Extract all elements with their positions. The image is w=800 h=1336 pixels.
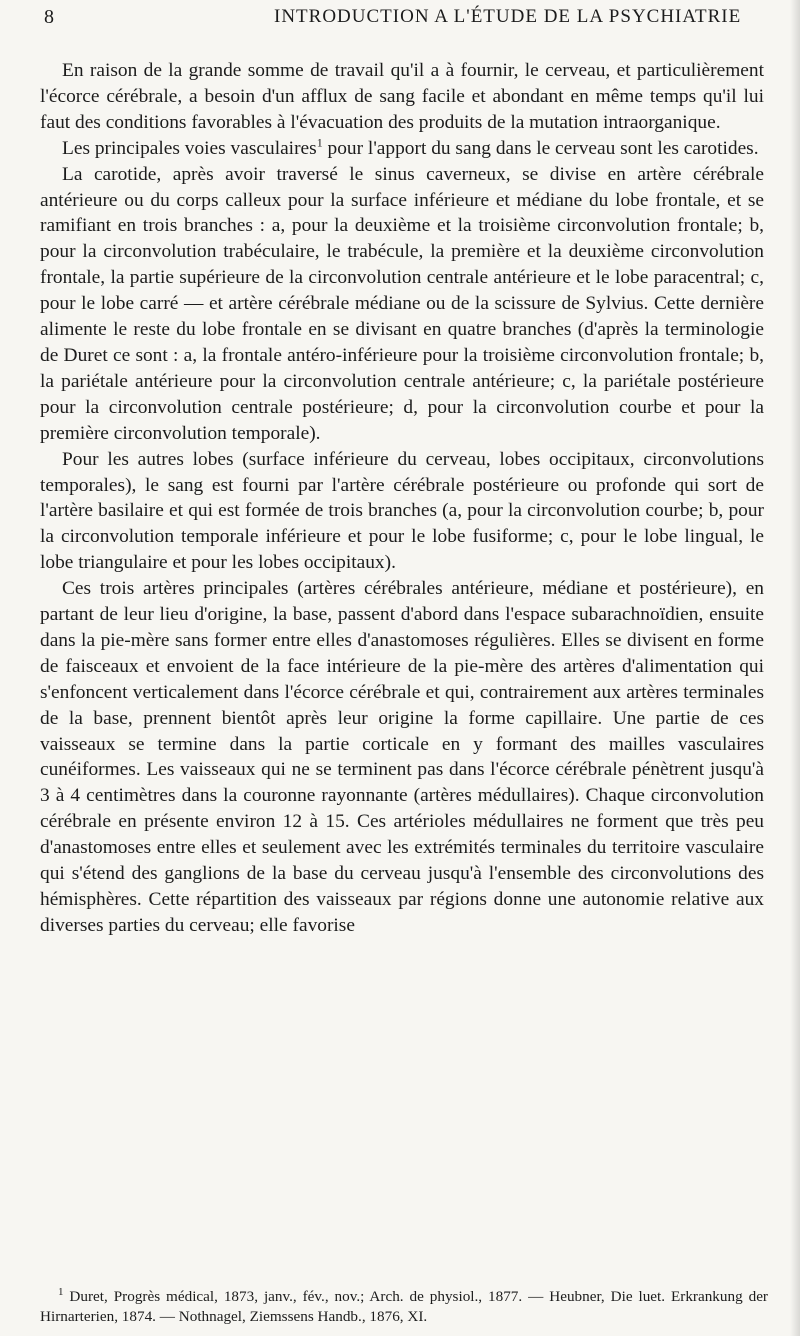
running-title: INTRODUCTION A L'ÉTUDE DE LA PSYCHIATRIE — [274, 6, 742, 27]
page-edge-shadow — [790, 0, 800, 1336]
paragraph-2-text-b: pour l'apport du sang dans le cerveau sont les carotides. — [322, 137, 759, 159]
paragraph-2 — [40, 136, 764, 162]
paragraph-5: Ces trois artères principales (artères cérébrales antérieure, médiane et postérieure), en partant de leur lieu d'origine, la base, passent d'abord dans l'espace subarachnoïdien, ensuite dans la pie-mère sans former entre elles d'anastomoses régulières. Elles se divisent en forme de faisceaux et envoient de la face intérieure de la pie-mère des artères d'alimentation qui s'enfoncent verticalement dans l'écorce cérébrale et qui, contrairement aux artères terminales de la base, prennent bientôt après leur origine la forme capillaire. Une partie de ces vaisseaux se termine dans la partie corticale en y formant des mailles vasculaires cunéiformes. Les vaisseaux qui ne se terminent pas dans l'écorce cérébrale pénètrent jusqu'à 3 à 4 centimètres dans la couronne rayonnante (artères médullaires). Chaque circonvolution cérébrale en présente environ 12 à 15. Ces artérioles médullaires ne forment que très peu d'anastomoses entre elles et seulement avec les extrémités terminales du territoire vasculaire qui s'étend des ganglions de la base du cerveau jusqu'à l'ensemble des circonvolutions des hémisphères. Cette répartition des vaisseaux par régions donne une autonomie relative aux diverses parties du cerveau; elle favorise — [40, 578, 764, 936]
running-head — [44, 6, 764, 36]
main-text — [40, 58, 764, 939]
paragraph-4: Pour les autres lobes (surface inférieure du cerveau, lobes occipitaux, circonvolutions temporales), le sang est fourni par l'artère cérébrale postérieure ou profonde qui sort de l'artère basilaire et qui est formée de trois branches (a, pour la circonvolution courbe; b, pour la circonvolution temporale inférieure et pour le lobe fusiforme; c, pour le lobe lingual, le lobe triangulaire et pour les lobes occipitaux). — [40, 448, 764, 574]
footnote-mark: 1 — [58, 1285, 64, 1298]
footnote-text: Duret, Progrès médical, 1873, janv., fév., nov.; Arch. de physiol., 1877. — Heubner, Die luet. Erkrankung der Hirnarterien, 1874. — Nothnagel, Ziemssens Handb., 1876, XI. — [40, 1288, 768, 1325]
paragraph-3: La carotide, après avoir traversé le sinus caverneux, se divise en artère cérébrale antérieure ou du corps calleux pour la surface inférieure et médiane du lobe frontale, et se ramifiant en trois branches : a, pour la deuxième et la troisième circonvolution frontale; b, pour la circonvolution trabéculaire, le trabécule, la première et la deuxième circonvolution frontale, la partie supérieure de la circonvolution centrale antérieure et le lobe paracentral; c, pour le lobe carré — et artère cérébrale médiane ou de la scissure de Sylvius. Cette dernière alimente le reste du lobe frontale en se divisant en quatre branches (d'après la terminologie de Duret ce sont : a, la frontale antéro-inférieure pour la troisième circonvolution frontale; b, la pariétale antérieure pour la circonvolution centrale antérieure; c, la pariétale postérieure pour la circonvolution centrale postérieure; d, pour la circonvolution courbe et pour la première circonvolution temporale). — [40, 163, 764, 444]
paragraph-2-text-a: Les principales voies vasculaires — [62, 137, 317, 159]
paragraph-1: En raison de la grande somme de travail qu'il a à fournir, le cerveau, et particulièrement l'écorce cérébrale, a besoin d'un afflux de sang facile et abondant en même temps qu'il lui faut des conditions favorables à l'évacuation des produits de la mutation intraorganique. — [40, 60, 764, 133]
footnote-reference: 1 — [316, 135, 323, 150]
footnote — [40, 1287, 768, 1327]
page-number: 8 — [44, 6, 55, 28]
